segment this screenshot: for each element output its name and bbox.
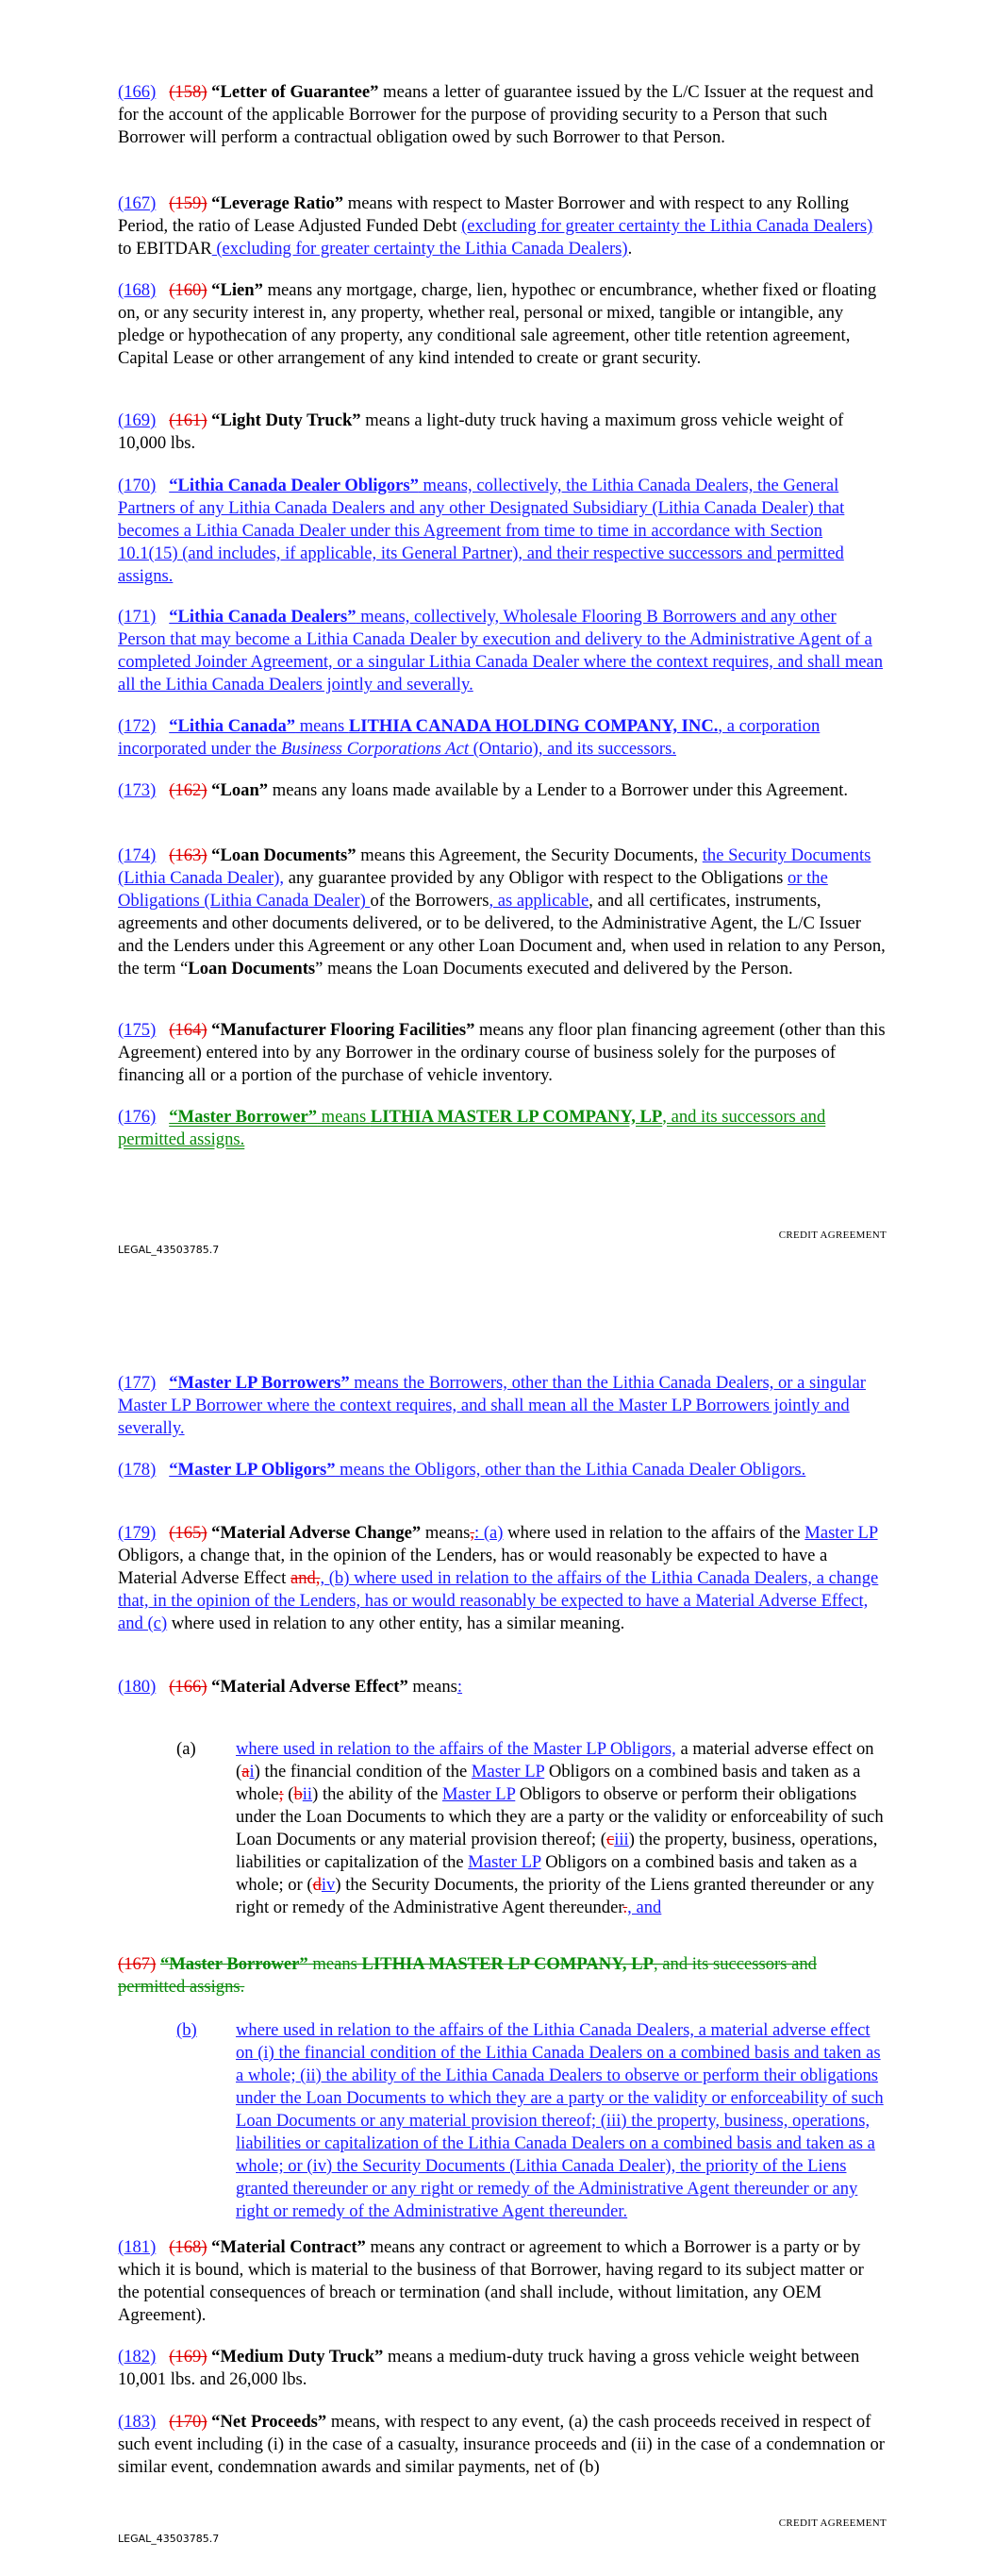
clause-b-label: (b) xyxy=(176,2020,197,2040)
definition-171: (171) “Lithia Canada Dealers” means, collectively, Wholesale Flooring B Borrowers and any other Person that may become a Lithia Canada Dealer by execution and delivery to the Administrative Agent of a completed Joinder Agreement, or a singular Lithia Canada Dealer where the context requires, and shall mean all the Lithia Canada Dealers jointly and severally. xyxy=(118,607,884,694)
clause-a-label: (a) xyxy=(176,1739,196,1759)
footer-title: CREDIT AGREEMENT xyxy=(778,1229,887,1241)
clause-180-a: where used in relation to the affairs of the Master LP Obligors, a material adverse effect on (ai) the financial condition of the Master LP Obligors on a combined basis and taken as a whole; (bii) the ability of the Master LP Obligors to observe or perform their obligations under the Loan Documents to which they are a party or the validity or enforceability of such Loan Documents or any material provision thereof; (ciii) the property, business, operations, liabilities or capitalization of the Master LP Obligors on a combined basis and taken as a whole; or (div) the Security Documents, the priority of the Liens granted thereunder or any right or remedy of the Administrative Agent thereunder., and xyxy=(236,1739,884,1917)
moved-master-borrower-deleted: (167) “Master Borrower” means LITHIA MASTER LP COMPANY, LP, and its successors and permitted assigns. xyxy=(118,1954,817,1997)
definition-175: (175) (164) “Manufacturer Flooring Facilities” means any floor plan financing agreement (other than this Agreement) entered into by any Borrower in the ordinary course of business solely for the purposes of financing all or a portion of the purchase of vehicle inventory. xyxy=(118,1020,886,1085)
footer-doc-id: LEGAL_43503785.7 xyxy=(118,1244,220,1256)
footer-doc-id: LEGAL_43503785.7 xyxy=(118,2533,220,2545)
definition-166: (166) (158) “Letter of Guarantee” means a letter of guarantee issued by the L/C Issuer at the request and for the account of the applicable Borrower for the purpose of providing security to a Person that such Borrower will perform a contractual obligation owed by such Borrower to that Person. xyxy=(118,82,874,147)
definition-178: (178) “Master LP Obligors” means the Obligors, other than the Lithia Canada Dealer Obligors. xyxy=(118,1460,806,1480)
definition-170: (170) “Lithia Canada Dealer Obligors” means, collectively, the Lithia Canada Dealers, the General Partners of any Lithia Canada Dealers and any other Designated Subsidiary (Lithia Canada Dealer) that becomes a Lithia Canada Dealer under this Agreement from time to time in accordance with Section 10.1(15) (and includes, if applicable, its General Partner), and their respective successors and permitted assigns. xyxy=(118,476,845,586)
definition-181: (181) (168) “Material Contract” means any contract or agreement to which a Borrower is a party or by which it is bound, which is material to the business of that Borrower, having regard to its subject matter or the potential consequences of breach or termination (and shall include, without limitation, any OEM Agreement). xyxy=(118,2237,864,2325)
definition-167: (167) (159) “Leverage Ratio” means with respect to Master Borrower and with respect to any Rolling Period, the ratio of Lease Adjusted Funded Debt (excluding for greater certainty the Lithia Canada Dealers) to EBITDAR (excluding for greater certainty the Lithia Canada Dealers). xyxy=(118,193,873,259)
definition-180: (180) (166) “Material Adverse Effect” means: xyxy=(118,1677,463,1697)
definition-183: (183) (170) “Net Proceeds” means, with respect to any event, (a) the cash proceeds received in respect of such event including (i) in the case of a casualty, insurance proceeds and (ii) in the case of a condemnation or similar event, condemnation awards and similar payments, net of (b) xyxy=(118,2412,885,2477)
document-page-2 xyxy=(0,1302,995,2576)
footer-title: CREDIT AGREEMENT xyxy=(778,2517,887,2529)
clause-180-b: where used in relation to the affairs of the Lithia Canada Dealers, a material adverse effect on (i) the financial condition of the Lithia Canada Dealers on a combined basis and taken as a whole; (ii) the ability of the Lithia Canada Dealers to observe or perform their obligations under the Loan Documents to which they are a party or the validity or enforceability of such Loan Documents or any material provision thereof; (iii) the property, business, operations, liabilities or capitalization of the Lithia Canada Dealers on a combined basis and taken as a whole; or (iv) the Security Documents (Lithia Canada Dealer), the priority of the Liens granted thereunder or any right or remedy of the Administrative Agent thereunder or any right or remedy of the Administrative Agent thereunder. xyxy=(236,2020,884,2221)
definition-179: (179) (165) “Material Adverse Change” means,: (a) where used in relation to the affairs of the Master LP Obligors, a change that, in the opinion of the Lenders, has or would reasonably be expected to have a Material Adverse Effect and,, (b) where used in relation to the affairs of the Lithia Canada Dealers, a change that, in the opinion of the Lenders, has or would reasonably be expected to have a Material Adverse Effect, and (c) where used in relation to any other entity, has a similar meaning. xyxy=(118,1523,879,1633)
definition-172: (172) “Lithia Canada” means LITHIA CANADA HOLDING COMPANY, INC., a corporation incorporated under the Business Corporations Act (Ontario), and its successors. xyxy=(118,716,821,759)
definition-177: (177) “Master LP Borrowers” means the Borrowers, other than the Lithia Canada Dealers, or a singular Master LP Borrower where the context requires, and shall mean all the Master LP Borrowers jointly and severally. xyxy=(118,1373,866,1438)
definition-169: (169) (161) “Light Duty Truck” means a light-duty truck having a maximum gross vehicle weight of 10,000 lbs. xyxy=(118,410,844,453)
definition-174: (174) (163) “Loan Documents” means this Agreement, the Security Documents, the Security Documents (Lithia Canada Dealer), any guarantee provided by any Obligor with respect to the Obligations or the Obligations (Lithia Canada Dealer) of the Borrowers, as applicable, and all certificates, instruments, agreements and other documents delivered, or to be delivered, to the Administrative Agent, the L/C Issuer and the Lenders under this Agreement or any other Loan Document and, when used in relation to any Person, the term “Loan Documents” means the Loan Documents executed and delivered by the Person. xyxy=(118,845,886,979)
definition-176: (176) “Master Borrower” means LITHIA MASTER LP COMPANY, LP, and its successors and permitted assigns. xyxy=(118,1107,826,1149)
definition-173: (173) (162) “Loan” means any loans made available by a Lender to a Borrower under this Agreement. xyxy=(118,780,849,800)
definition-168: (168) (160) “Lien” means any mortgage, charge, lien, hypothec or encumbrance, whether fixed or floating on, or any security interest in, any property, whether real, personal or mixed, tangible or intangible, any pledge or hypothecation of any property, any conditional sale agreement, other title retention agreement, Capital Lease or other arrangement of any kind intended to create or grant security. xyxy=(118,280,877,368)
definition-182: (182) (169) “Medium Duty Truck” means a medium-duty truck having a gross vehicle weight between 10,001 lbs. and 26,000 lbs. xyxy=(118,2347,860,2389)
